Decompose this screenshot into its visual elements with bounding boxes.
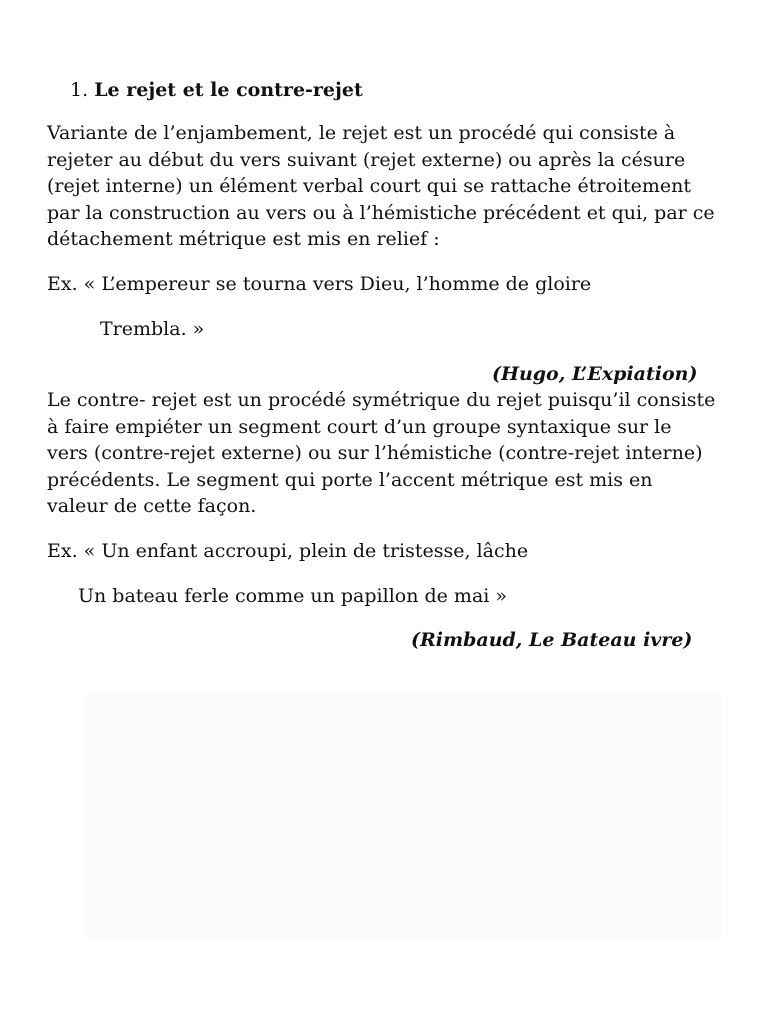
paragraph-rejet bbox=[47, 120, 737, 253]
paragraph-line: Le contre- rejet est un procédé symétrique du rejet puisqu’il consiste bbox=[47, 389, 716, 411]
paragraph-line: par la construction au vers ou à l’hémistiche précédent et qui, par ce bbox=[47, 201, 715, 224]
section-heading bbox=[70, 77, 363, 103]
paragraph-line: à faire empiéter un segment court d’un groupe syntaxique sur le bbox=[47, 415, 672, 438]
paragraph-contre-rejet bbox=[47, 387, 737, 520]
paragraph-line: détachement métrique est mis en relief : bbox=[47, 228, 440, 250]
example2-line2: Un bateau ferle comme un papillon de mai » bbox=[78, 585, 508, 607]
paragraph-line: (rejet interne) un élément verbal court qui se rattache étroitement bbox=[47, 175, 691, 197]
paragraph-line: valeur de cette façon. bbox=[47, 495, 257, 517]
example1-line2: Trembla. » bbox=[100, 318, 205, 340]
paragraph-line: vers (contre-rejet externe) ou sur l’hémistiche (contre-rejet interne) bbox=[47, 442, 703, 464]
heading-number: 1. bbox=[70, 79, 89, 101]
example1-citation: (Hugo, L’Expiation) bbox=[492, 363, 698, 385]
heading-title: Le rejet et le contre-rejet bbox=[94, 79, 363, 101]
example2-line1: Ex. « Un enfant accroupi, plein de tristesse, lâche bbox=[47, 540, 529, 562]
paragraph-line: rejeter au début du vers suivant (rejet externe) ou après la césure bbox=[47, 148, 686, 171]
example2-citation: (Rimbaud, Le Bateau ivre) bbox=[411, 629, 693, 651]
paragraph-line: précédents. Le segment qui porte l’accent métrique est mis en bbox=[47, 468, 653, 491]
blank-area bbox=[85, 693, 721, 939]
paragraph-line: Variante de l’enjambement, le rejet est un procédé qui consiste à bbox=[47, 122, 676, 144]
example1-line1: Ex. « L’empereur se tourna vers Dieu, l’homme de gloire bbox=[47, 273, 592, 295]
